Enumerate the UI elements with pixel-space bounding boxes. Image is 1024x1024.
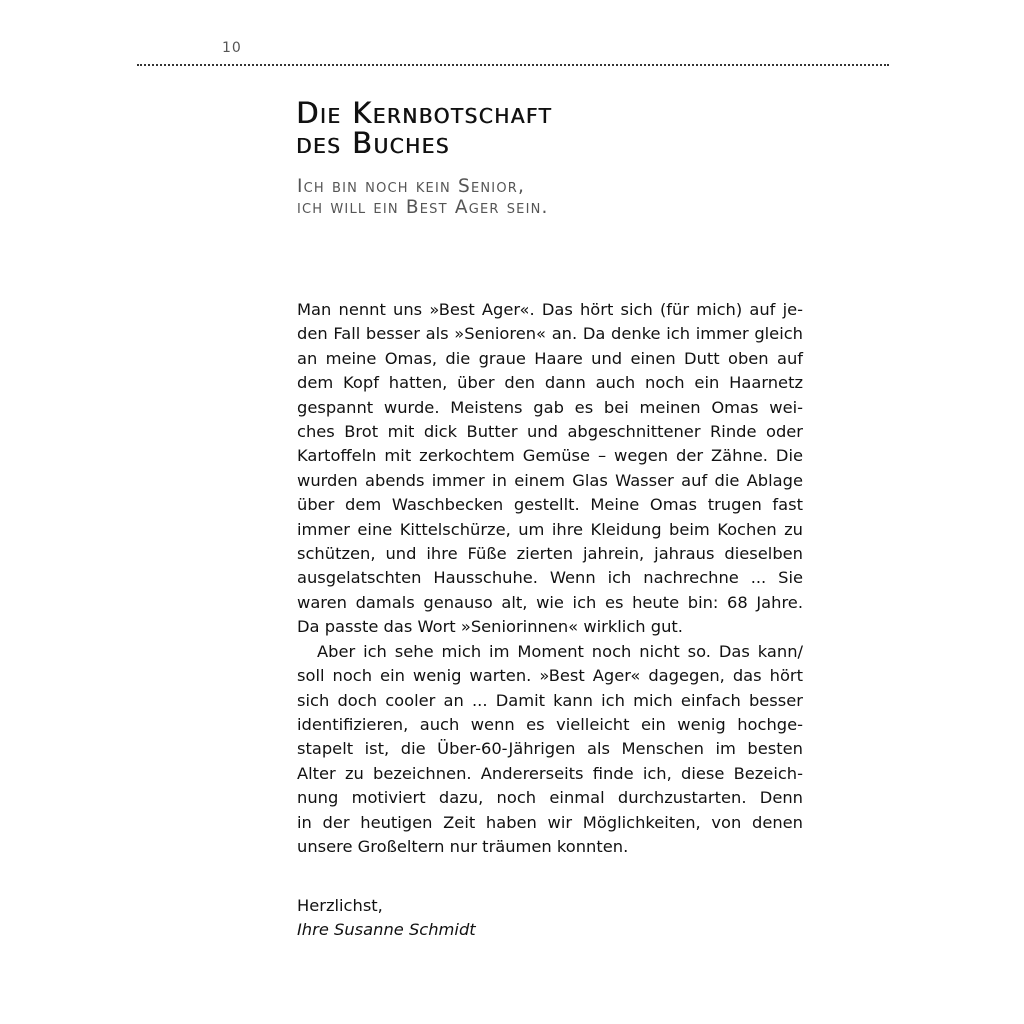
body-text xyxy=(297,298,803,859)
text-line: waren damals genauso alt, wie ich es heute bin: 68 Jahre. xyxy=(297,592,803,612)
text-line: unsere Großeltern nur träumen konnten. xyxy=(297,836,629,856)
chapter-title xyxy=(296,98,816,158)
page-number: 10 xyxy=(222,40,242,56)
text-line: Kartoffeln mit zerkochtem Gemüse – wegen der Zähne. Die xyxy=(297,446,803,466)
chapter-subtitle-line: ich will ein Best Ager sein. xyxy=(297,197,549,218)
text-line: über dem Waschbecken gestellt. Meine Omas trugen fast xyxy=(297,495,803,515)
text-line: immer eine Kittelschürze, um ihre Kleidung beim Kochen zu xyxy=(297,519,803,539)
closing xyxy=(297,894,476,943)
closing-greeting: Herzlichst, xyxy=(297,896,383,915)
chapter-subtitle-line: Ich bin noch kein Senior, xyxy=(297,176,526,197)
text-line: ches Brot mit dick Butter und abgeschnittener Rinde oder xyxy=(297,422,803,442)
chapter-subtitle xyxy=(297,176,817,218)
text-line: Da passte das Wort »Seniorinnen« wirklich gut. xyxy=(297,617,683,637)
text-line: sich doch cooler an ... Damit kann ich mich einfach besser xyxy=(297,690,803,710)
text-line: an meine Omas, die graue Haare und einen Dutt oben auf xyxy=(297,348,803,368)
chapter-title-line: des Buches xyxy=(296,126,450,160)
chapter-title-line: Die Kernbotschaft xyxy=(296,96,553,130)
text-line: soll noch ein wenig warten. »Best Ager« dagegen, das hört xyxy=(297,666,803,686)
text-line: Man nennt uns »Best Ager«. Das hört sich (für mich) auf je- xyxy=(297,300,803,319)
text-line: wurden abends immer in einem Glas Wasser auf die Ablage xyxy=(297,470,803,490)
paragraph-1 xyxy=(297,298,803,640)
text-line: stapelt ist, die Über-60-Jährigen als Menschen im besten xyxy=(297,739,803,759)
text-line: den Fall besser als »Senioren« an. Da denke ich immer gleich xyxy=(297,324,803,344)
author-signature: Ihre Susanne Schmidt xyxy=(297,920,476,940)
text-line: nung motiviert dazu, noch einmal durchzustarten. Denn xyxy=(297,788,803,808)
text-line: schützen, und ihre Füße zierten jahrein, jahraus dieselben xyxy=(297,544,803,564)
text-line: Aber ich sehe mich im Moment noch nicht so. Das kann/ xyxy=(317,641,803,661)
text-line: Alter zu bezeichnen. Andererseits finde ich, diese Bezeich- xyxy=(297,763,803,783)
text-line: gespannt wurde. Meistens gab es bei meinen Omas wei- xyxy=(297,397,803,417)
text-line: identifizieren, auch wenn es vielleicht ein wenig hochge- xyxy=(297,714,803,734)
header-dotted-rule xyxy=(137,64,889,66)
paragraph-2 xyxy=(297,640,803,860)
text-line: in der heutigen Zeit haben wir Möglichkeiten, von denen xyxy=(297,812,803,832)
text-line: ausgelatschten Hausschuhe. Wenn ich nachrechne ... Sie xyxy=(297,568,803,588)
text-line: dem Kopf hatten, über den dann auch noch ein Haarnetz xyxy=(297,373,803,393)
